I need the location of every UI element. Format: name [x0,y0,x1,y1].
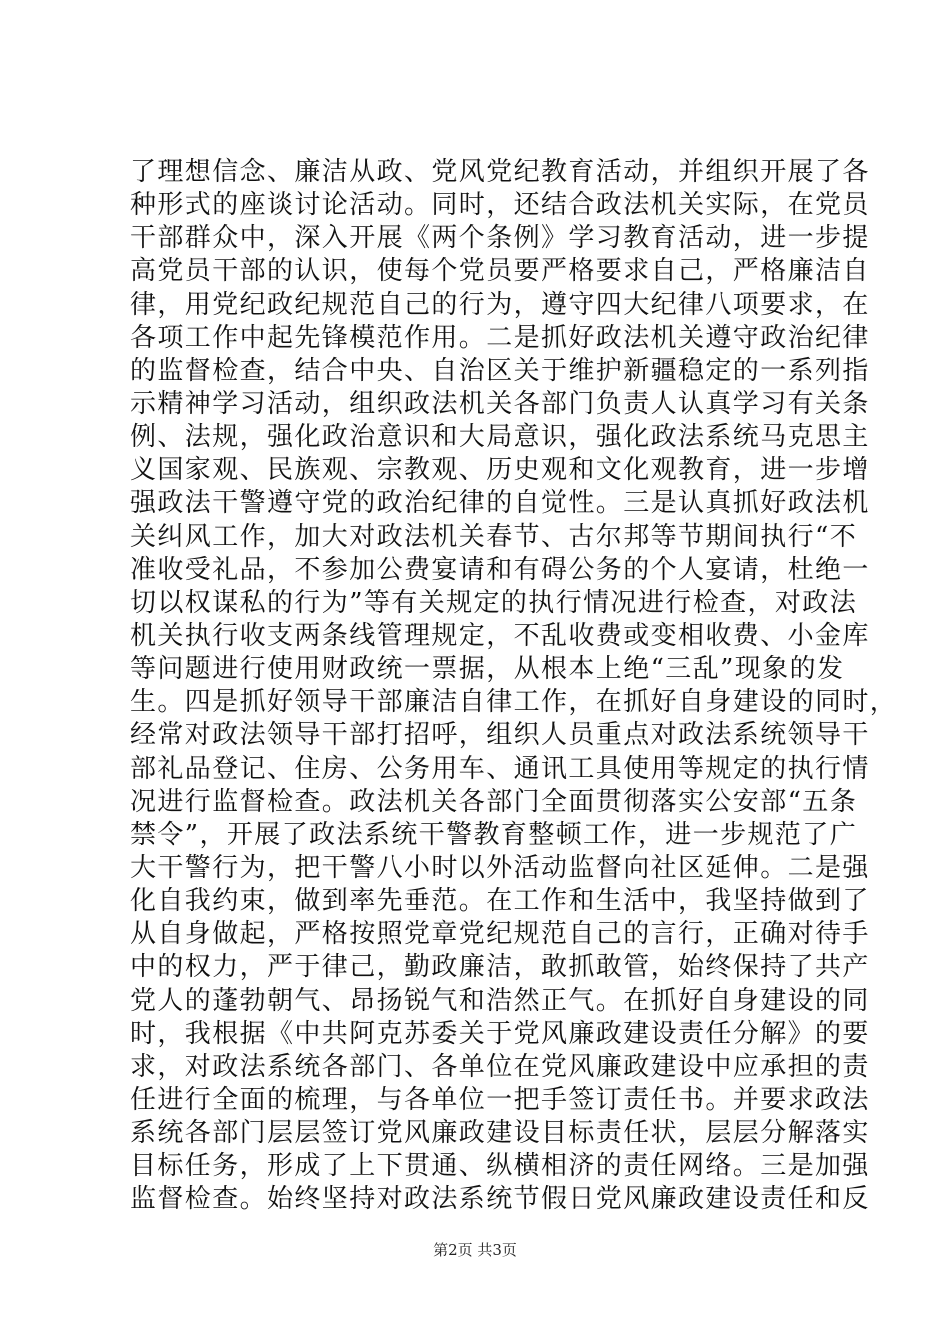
text-line: 的监督检查，结合中央、自治区关于维护新疆稳定的一系列指 [130,355,870,386]
text-line: 关纠风工作，加大对政法机关春节、古尔邦等节期间执行“不 [130,521,858,552]
text-line: 种形式的座谈讨论活动。同时，还结合政法机关实际，在党员 [130,190,870,221]
text-line: 监督检查。始终坚持对政法系统节假日党风廉政建设责任和反 [130,1184,870,1215]
text-line: 律，用党纪政纪规范自己的行为，遵守四大纪律八项要求，在 [130,289,870,320]
text-line: 部礼品登记、住房、公务用车、通讯工具使用等规定的执行情 [130,753,870,784]
text-line: 义国家观、民族观、宗教观、历史观和文化观教育，进一步增 [130,455,870,486]
text-line: 求，对政法系统各部门、各单位在党风廉政建设中应承担的责 [130,1051,870,1082]
text-line: 任进行全面的梳理，与各单位一把手签订责任书。并要求政法 [130,1084,870,1115]
text-line: 各项工作中起先锋模范作用。二是抓好政法机关遵守政治纪律 [130,322,870,353]
text-line: 强政法干警遵守党的政治纪律的自觉性。三是认真抓好政法机 [130,488,870,519]
text-line: 经常对政法领导干部打招呼，组织人员重点对政法系统领导干 [130,720,870,751]
text-line: 从自身做起，严格按照党章党纪规范自己的言行，正确对待手 [130,919,870,950]
text-line: 时，我根据《中共阿克苏委关于党风廉政建设责任分解》的要 [130,1018,870,1049]
body-text [130,156,898,1217]
text-line: 干部群众中，深入开展《两个条例》学习教育活动，进一步提 [130,223,870,254]
text-line: 机关执行收支两条线管理规定，不乱收费或变相收费、小金库 [130,620,870,651]
text-line: 等问题进行使用财政统一票据，从根本上绝“三乱”现象的发 [130,654,845,685]
text-line: 准收受礼品，不参加公费宴请和有碍公务的个人宴请，杜绝一 [130,554,870,585]
text-line: 生。四是抓好领导干部廉洁自律工作，在抓好自身建设的同时， [130,687,898,718]
page-number-footer: 第2页 共3页 [433,1241,517,1259]
text-line: 禁令”，开展了政法系统干警教育整顿工作，进一步规范了广 [130,819,858,850]
text-line: 中的权力，严于律己，勤政廉洁，敢抓敢管，始终保持了共产 [130,952,870,983]
text-line: 目标任务，形成了上下贯通、纵横相济的责任网络。三是加强 [130,1151,870,1182]
text-line: 示精神学习活动，组织政法机关各部门负责人认真学习有关条 [130,388,870,419]
text-line: 了理想信念、廉洁从政、党风党纪教育活动，并组织开展了各 [130,157,870,187]
text-line: 切以权谋私的行为”等有关规定的执行情况进行检查，对政法 [130,587,858,618]
text-line: 高党员干部的认识，使每个党员要严格要求自己，严格廉洁自 [130,256,870,287]
text-line: 况进行监督检查。政法机关各部门全面贯彻落实公安部“五条 [130,786,858,817]
text-line: 大干警行为，把干警八小时以外活动监督向社区延伸。二是强 [130,852,870,883]
text-line: 化自我约束，做到率先垂范。在工作和生活中，我坚持做到了 [130,886,870,917]
text-line: 系统各部门层层签订党风廉政建设目标责任状，层层分解落实 [130,1118,870,1149]
text-line: 党人的蓬勃朝气、昂扬锐气和浩然正气。在抓好自身建设的同 [130,985,870,1016]
text-line: 例、法规，强化政治意识和大局意识，强化政法系统马克思主 [130,422,870,453]
